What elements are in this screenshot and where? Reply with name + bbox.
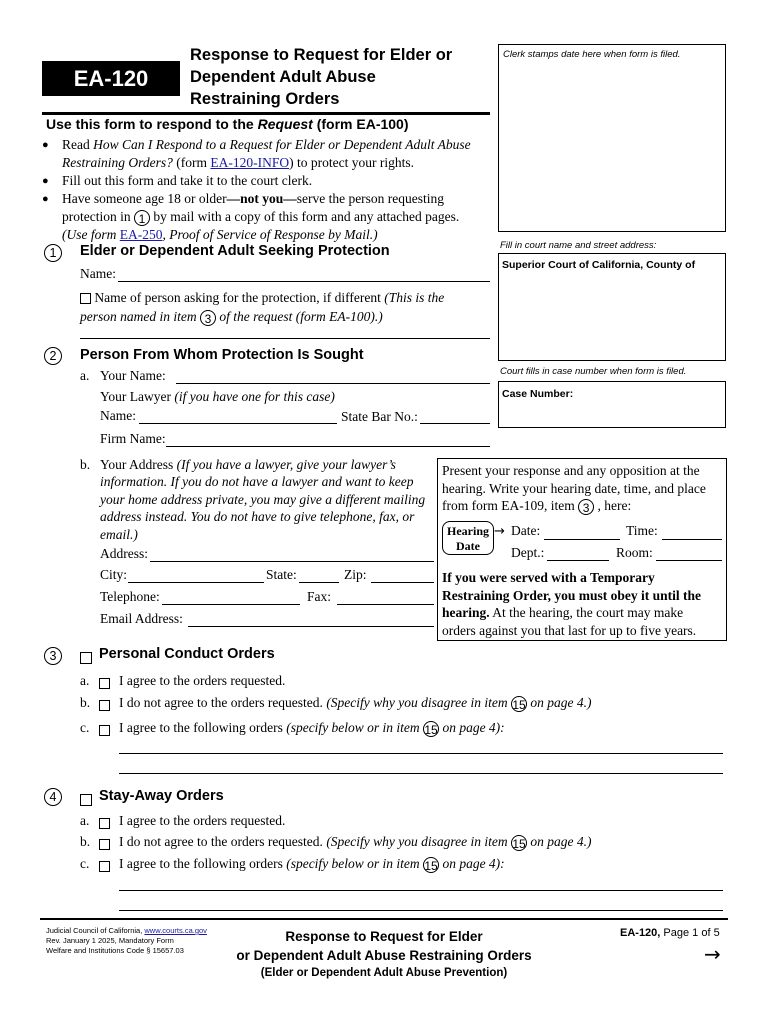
s2-telephone-label: Telephone: [100,589,160,604]
hearing-room-field[interactable] [656,560,722,561]
s3-orders-line-2[interactable] [119,773,723,774]
s1-different-name-field[interactable] [80,338,490,339]
s2-firm-field[interactable] [166,446,490,447]
s3-a-text: I agree to the orders requested. [119,673,286,688]
hearing-line-2: hearing. Write your hearing date, time, and place [442,480,706,496]
instr3-bold: —not you— [226,191,297,206]
s2-lawyer-ital: (if you have one for this case) [174,389,335,404]
s1-name-label: Name: [80,266,116,281]
s3-checkbox[interactable] [80,649,92,667]
s4-main-checkbox[interactable] [80,794,92,806]
court-name-text: Superior Court of California, County of [502,259,696,271]
use-form-pre: Use this form to respond to the [46,116,258,132]
instr3-pre: Have someone age 18 or older [62,191,227,206]
s3-c-checkbox-wrap[interactable] [99,721,110,739]
s3-c-ital2: on page 4): [439,720,505,735]
arrow-right-icon: → [494,524,505,539]
item-number-icon: 15 [512,697,526,712]
footer-rule [40,918,728,920]
hearing-warning [442,569,726,639]
ea-250-link[interactable]: EA-250 [119,227,163,242]
footer-title-1: Response to Request for Elder [285,929,483,944]
header-rule [42,112,490,115]
s1-checkbox-ital: (This is the [384,290,445,305]
s2-your-name-label: Your Name: [100,368,166,383]
hearing-intro [442,462,726,515]
item-number-icon: 3 [200,310,216,326]
hearing-warning-2: Restraining Order, you must obey it until the [442,587,702,603]
clerk-stamp-box [498,44,726,232]
s4-b-text [119,834,592,851]
section-3-title: Personal Conduct Orders [99,646,275,662]
section-1-title: Elder or Dependent Adult Seeking Protection [80,243,390,259]
footer-title [214,927,554,982]
s2-fax-field[interactable] [337,604,434,605]
instruction-3 [42,190,496,244]
s2-zip-field[interactable] [371,582,434,583]
s2-fax-label: Fax: [307,589,332,604]
footer-meta [46,926,207,956]
hearing-time-label: Time: [626,523,658,538]
instruction-1 [42,136,496,172]
s4-c-checkbox-wrap[interactable] [99,857,110,875]
s4-c-ital2: on page 4): [439,856,505,871]
hearing-warning-4: orders against you that last for up to five years. [442,622,697,638]
s2-city-label: City: [100,567,128,582]
s1-name-field[interactable] [118,281,490,282]
case-number-hint: Court fills in case number when form is filed. [500,366,687,377]
footer-form-id: EA-120, [620,927,661,939]
s1-ital-l2-pre: person named in item [80,309,200,324]
s2-b-label: b. [80,457,91,472]
s2-addr-ital1: (If you have a lawyer, give your lawyer’s [176,457,396,472]
instr1-form: (form [172,155,211,170]
use-form-post: (form EA-100) [312,116,409,132]
section-4-title: Stay-Away Orders [99,788,224,804]
s2-address-instructions [100,456,440,543]
hearing-room-label: Room: [616,545,653,560]
s4-checkbox[interactable] [80,791,92,809]
s2-state-label: State: [266,567,297,582]
s2-addr-ital5: email.) [100,526,138,542]
section-4-number [44,788,62,806]
footer-rev: Rev. January 1 2025, Mandatory Form [46,936,174,945]
s2-lawyer-label [100,389,335,405]
s2-telephone-field[interactable] [162,604,300,605]
s4-b-label: b. [80,834,91,849]
courts-website-link[interactable]: www.courts.ca.gov [144,926,207,935]
s4-b-checkbox[interactable] [99,839,110,850]
bullet-icon: ● [42,139,49,151]
hearing-line-1: Present your response and any opposition at the [442,463,700,478]
section-3-number [44,647,62,665]
footer-code: Welfare and Institutions Code § 15657.03 [46,946,184,955]
hearing-line-3 [442,497,726,515]
s4-b-checkbox-wrap[interactable] [99,835,110,853]
footer-council-pre: Judicial Council of California, [46,926,145,935]
s3-c-ital: (specify below or in item [286,720,424,735]
s4-b-ital2: on page 4.) [527,834,592,849]
form-title-line-1: Response to Request for Elder or [190,46,453,64]
section-number-icon: 2 [44,347,62,365]
hearing-tag-line1: Hearing [447,524,489,538]
s3-orders-line-1[interactable] [119,753,723,754]
hearing-date-label: Date: [511,523,541,538]
s4-b-ital: (Specify why you disagree in item [326,834,512,849]
s2-addr-pre: Your Address [100,457,177,472]
s3-c-checkbox[interactable] [99,725,110,736]
hearing-tag-line2: Date [456,539,480,553]
instr1-ital2: Restraining Orders? [62,155,173,170]
hearing-warning-1: If you were served with a Temporary [442,570,655,585]
s2-bar-label: State Bar No.: [341,409,418,424]
footer-title-3: (Elder or Dependent Adult Abuse Prevention) [260,967,508,979]
clerk-stamp-label: Clerk stamps date here when form is filed. [503,49,681,60]
court-name-label: Fill in court name and street address: [500,240,657,251]
instr1-pre: Read [62,137,94,152]
hearing-dept-label: Dept.: [511,545,545,560]
s4-c-label: c. [80,856,90,871]
s1-ital-l2-post: of the request (form EA-100).) [215,309,383,324]
bullet-icon: ● [42,193,49,205]
footer-title-2: or Dependent Adult Abuse Restraining Orders [236,948,532,963]
s3-b-plain: I do not agree to the orders requested. [119,695,327,710]
s3-main-checkbox[interactable] [80,652,92,664]
s2-a-label: a. [80,368,90,383]
instr3-l3-pre: (Use form [62,227,120,242]
instructions [42,136,496,244]
s3-b-ital2: on page 4.) [527,695,592,710]
s4-c-plain: I agree to the following orders [119,856,287,871]
item-number-icon: 15 [424,722,438,737]
s3-b-checkbox-wrap[interactable] [99,696,110,714]
instr2-text: Fill out this form and take it to the court clerk. [62,173,313,188]
item-number-icon: 1 [134,210,150,226]
s3-c-text [119,720,505,737]
hearing-date-tag [442,521,494,555]
section-2-title: Person From Whom Protection Is Sought [80,347,364,363]
s2-lawyer-pre: Your Lawyer [100,389,175,404]
form-title-line-2: Dependent Adult Abuse [190,68,376,86]
s1-different-person-checkbox[interactable] [80,293,91,304]
next-page-arrow-icon[interactable]: → [704,942,721,966]
s3-a-checkbox[interactable] [99,678,110,689]
form-title [190,44,490,110]
s2-zip-label: Zip: [344,567,367,582]
s1-checkbox-row [80,288,490,326]
instr3-post: serve the person requesting [296,191,445,206]
s3-c-plain: I agree to the following orders [119,720,287,735]
item-number-icon: 15 [424,858,438,873]
s4-a-checkbox-wrap[interactable] [99,814,110,832]
instruction-2 [42,172,496,190]
instr1-ital: How Can I Respond to a Request for Elder or Dependent Adult Abuse [93,137,471,152]
s2-address-field[interactable] [150,561,434,562]
hearing-warning-3 [442,604,726,622]
section-number-icon: 4 [44,788,62,806]
instr3-l3-post: , Proof of Service of Response by Mail.) [162,227,378,242]
s4-c-ital: (specify below or in item [286,856,424,871]
s4-a-label: a. [80,813,90,828]
s2-addr-ital4: address instead. You do not have to give telephone, fax, or [100,509,415,525]
s3-c-label: c. [80,720,90,735]
footer-page-number: Page 1 of 5 [660,927,720,939]
section-2-number [44,347,62,365]
s2-lawyer-name-field[interactable] [139,423,337,424]
item-number-icon: 15 [512,836,526,851]
s3-b-ital: (Specify why you disagree in item [326,695,512,710]
bullet-icon: ● [42,175,49,187]
s4-orders-line-2[interactable] [119,910,723,911]
case-number-box[interactable] [498,381,726,428]
section-number-icon: 1 [44,244,62,262]
item-number-icon: 3 [578,499,594,515]
use-form-heading [46,116,409,132]
hearing-w3-post: At the hearing, the court may make [489,605,684,621]
s3-a-label: a. [80,673,90,688]
instr1-post: ) to protect your rights. [289,155,414,170]
instr3-l2-post: by mail with a copy of this form and any attached pages. [149,209,460,224]
hearing-dept-field[interactable] [547,560,609,561]
s4-a-text: I agree to the orders requested. [119,813,286,828]
s2-city-field[interactable] [128,582,264,583]
s4-c-text [119,856,505,873]
s3-b-checkbox[interactable] [99,700,110,711]
s4-a-checkbox[interactable] [99,818,110,829]
s2-addr-ital2: information. If you do not have a lawyer and want to keep [100,474,414,490]
hearing-w3-bold: hearing. [442,605,490,621]
s4-b-plain: I do not agree to the orders requested. [119,834,327,849]
case-number-label: Case Number: [502,388,574,400]
s2-lawyer-name-label: Name: [100,408,136,423]
s2-email-field[interactable] [188,626,434,627]
hearing-time-field[interactable] [662,539,722,540]
s4-orders-line-1[interactable] [119,890,723,891]
ea-120-info-link[interactable]: EA-120-INFO [210,155,290,170]
s2-email-label: Email Address: [100,611,183,626]
section-number-icon: 3 [44,647,62,665]
s2-state-field[interactable] [299,582,339,583]
s2-address-label: Address: [100,546,148,561]
s1-checkbox-label: Name of person asking for the protection, if different [91,290,385,305]
hearing-l3-pre: from form EA-109, item [442,498,579,513]
form-title-line-3: Restraining Orders [190,90,340,108]
s3-b-label: b. [80,695,91,710]
court-name-box[interactable] [498,253,726,361]
s2-addr-ital3: your home address private, you may give a different mailing [100,491,426,507]
form-id-badge: EA-120 [42,61,180,96]
hearing-date-field[interactable] [544,539,620,540]
hearing-box [437,458,727,641]
use-form-request: Request [257,116,313,132]
s3-a-checkbox-wrap[interactable] [99,674,110,692]
hearing-l3-post: , here: [594,498,632,513]
s2-bar-field[interactable] [420,423,490,424]
footer-council [46,926,207,936]
s3-b-text [119,695,592,712]
instr3-l2-pre: protection in [62,209,134,224]
footer-page [620,927,720,939]
s2-your-name-field[interactable] [176,383,490,384]
s4-c-checkbox[interactable] [99,861,110,872]
s2-firm-label: Firm Name: [100,431,166,446]
section-1-number [44,244,62,262]
